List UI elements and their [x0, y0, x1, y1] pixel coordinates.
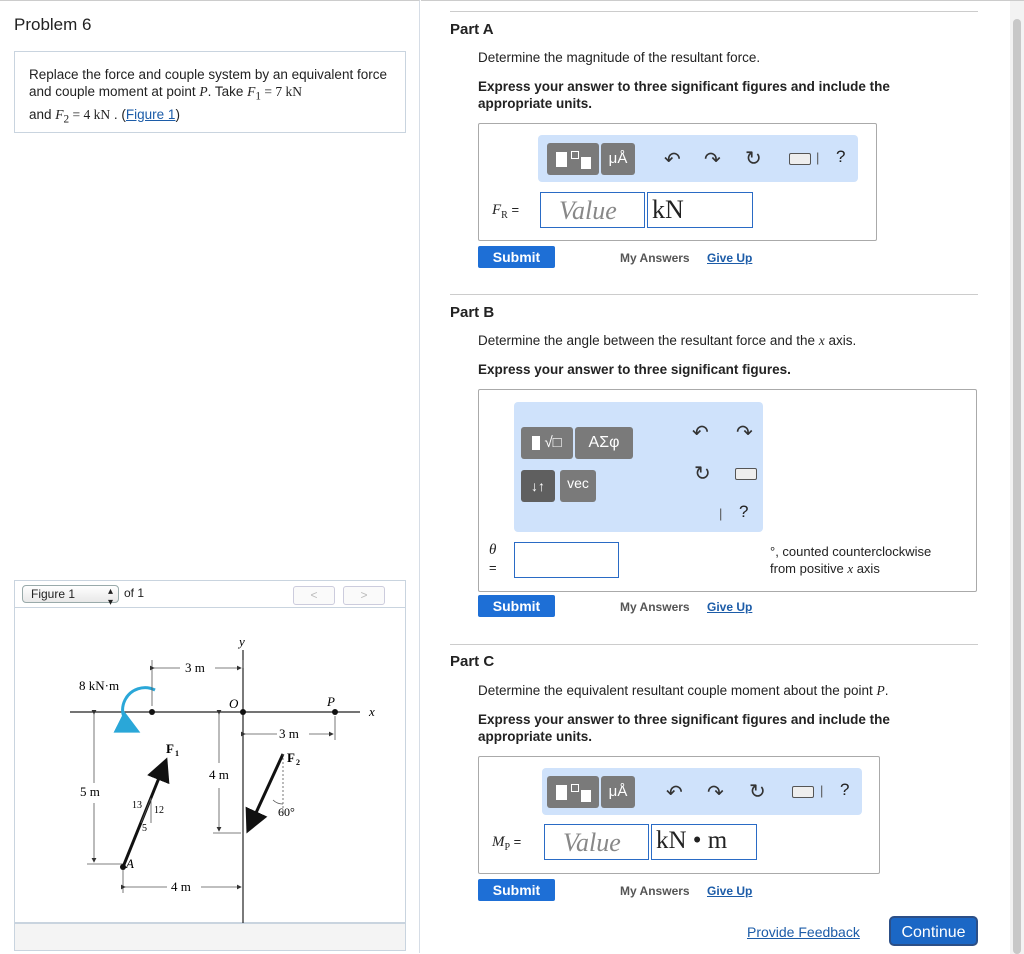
- part-b-question: Determine the angle between the resultant force and the x axis.: [478, 333, 857, 348]
- problem-statement: Replace the force and couple system by an equivalent force and couple moment at point P. Take $F_1 = 7$ kN and $F_2 = 4$ kN . (Figure 1): [14, 51, 406, 133]
- fr-label: $F_R$ =: [492, 202, 520, 221]
- svg-text:F: F: [287, 750, 295, 765]
- svg-text:5 m: 5 m: [80, 784, 100, 799]
- figure-link[interactable]: Figure 1: [125, 106, 176, 122]
- svg-text:3 m: 3 m: [279, 726, 299, 741]
- undo-icon[interactable]: ↶: [692, 422, 709, 444]
- figure-nav-bar: [14, 580, 406, 607]
- figure-select[interactable]: Figure 1 ▴ ▾: [22, 585, 119, 603]
- svg-text:4 m: 4 m: [209, 767, 229, 782]
- updown-button[interactable]: ↓↑: [521, 470, 555, 502]
- part-b-give-up[interactable]: Give Up: [707, 600, 753, 614]
- part-c-instruction: Express your answer to three significant figures and include the appropriate units.: [478, 712, 890, 744]
- redo-icon[interactable]: ↷: [736, 422, 753, 444]
- angle-suffix: °, counted counterclockwise from positive x axis: [770, 544, 932, 576]
- fr-unit-input[interactable]: kN: [647, 192, 753, 228]
- svg-text:4 m: 4 m: [171, 879, 191, 894]
- fraction-template-icon: [556, 152, 567, 167]
- part-b-answer-box: √□ ΑΣφ ↓↑ vec ↶ ↷ ↻ | ? θ = °, counted counterclockwise from positive x axis: [478, 389, 977, 592]
- theta-input[interactable]: [514, 542, 619, 578]
- part-a-header: Part A: [450, 21, 494, 38]
- part-c-question: Determine the equivalent resultant couple moment about the point P.: [478, 683, 889, 698]
- svg-text:x: x: [369, 704, 375, 719]
- svg-text:13: 13: [132, 800, 142, 811]
- units-button[interactable]: μÅ: [601, 776, 635, 808]
- select-arrows-icon: ▴ ▾: [107, 586, 113, 608]
- keyboard-icon[interactable]: [789, 153, 811, 165]
- figure-diagram: [15, 608, 407, 924]
- svg-text:1: 1: [175, 749, 179, 758]
- redo-icon[interactable]: ↷: [704, 149, 721, 171]
- help-button[interactable]: ?: [840, 780, 850, 799]
- reset-icon[interactable]: ↻: [694, 463, 711, 485]
- templates-button[interactable]: [547, 776, 599, 808]
- part-a-my-answers[interactable]: My Answers: [620, 251, 690, 265]
- part-b-instruction: Express your answer to three significant figures.: [478, 362, 791, 377]
- mp-value-input[interactable]: Value: [544, 824, 649, 860]
- svg-text:3 m: 3 m: [185, 660, 205, 675]
- vec-button[interactable]: vec: [560, 470, 596, 502]
- part-c-give-up[interactable]: Give Up: [707, 884, 753, 898]
- part-c-my-answers[interactable]: My Answers: [620, 884, 690, 898]
- svg-text:y: y: [239, 634, 245, 649]
- part-a-question: Determine the magnitude of the resultant force.: [478, 50, 761, 65]
- mp-label: $M_P$ =: [492, 834, 522, 853]
- units-button[interactable]: μÅ: [601, 143, 635, 175]
- scrollbar-thumb[interactable]: [1013, 19, 1021, 954]
- part-a-instruction: Express your answer to three significant figures and include the appropriate units.: [478, 79, 890, 111]
- help-button[interactable]: ?: [739, 502, 749, 521]
- keyboard-icon[interactable]: [735, 468, 757, 480]
- part-b-toolbar: √□ ΑΣφ ↓↑ vec ↶ ↷ ↻ | ?: [514, 402, 763, 532]
- part-a-toolbar: μÅ ↶ ↷ ↻ | ?: [538, 135, 858, 182]
- svg-text:A: A: [126, 856, 134, 871]
- figure-footer: [14, 923, 406, 951]
- part-b-submit-button[interactable]: Submit: [478, 595, 555, 617]
- greek-button[interactable]: ΑΣφ: [575, 427, 633, 459]
- part-a-give-up[interactable]: Give Up: [707, 251, 753, 265]
- undo-icon[interactable]: ↶: [664, 149, 681, 171]
- part-c-submit-button[interactable]: Submit: [478, 879, 555, 901]
- undo-icon[interactable]: ↶: [666, 782, 683, 804]
- templates-button[interactable]: [547, 143, 599, 175]
- reset-icon[interactable]: ↻: [749, 781, 766, 803]
- part-a-submit-button[interactable]: Submit: [478, 246, 555, 268]
- figure-count: of 1: [124, 586, 145, 600]
- svg-text:2: 2: [296, 758, 300, 767]
- svg-text:P: P: [327, 694, 335, 709]
- provide-feedback-link[interactable]: Provide Feedback: [747, 924, 860, 940]
- part-b-my-answers[interactable]: My Answers: [620, 600, 690, 614]
- next-figure-button[interactable]: >: [343, 586, 385, 605]
- fr-value-input[interactable]: Value: [540, 192, 645, 228]
- help-button[interactable]: ?: [836, 147, 846, 166]
- theta-label: θ: [489, 542, 497, 558]
- part-c-header: Part C: [450, 653, 495, 670]
- part-c-answer-box: [478, 756, 880, 874]
- svg-text:60°: 60°: [278, 805, 295, 819]
- divider: [450, 11, 978, 12]
- svg-text:F: F: [166, 741, 174, 756]
- mp-unit-input[interactable]: kN • m: [651, 824, 757, 860]
- problem-pane: [0, 0, 420, 953]
- moment-arc: [123, 688, 155, 730]
- scrollbar[interactable]: [1010, 1, 1024, 954]
- prev-figure-button[interactable]: <: [293, 586, 335, 605]
- reset-icon[interactable]: ↻: [745, 148, 762, 170]
- redo-icon[interactable]: ↷: [707, 782, 724, 804]
- part-c-toolbar: μÅ ↶ ↷ ↻ | ?: [542, 768, 862, 815]
- keyboard-icon[interactable]: [792, 786, 814, 798]
- problem-title: Problem 6: [14, 15, 92, 34]
- continue-button[interactable]: Continue: [889, 916, 978, 946]
- part-a-answer-box: [478, 123, 877, 241]
- svg-text:5: 5: [142, 823, 147, 834]
- figure-area: [14, 607, 406, 923]
- moment-label: 8 kN·m: [79, 678, 120, 693]
- svg-text:12: 12: [154, 805, 164, 816]
- part-b-header: Part B: [450, 304, 495, 321]
- parts-pane: [421, 0, 1024, 953]
- math-templates-button[interactable]: √□: [521, 427, 573, 459]
- fraction-template-icon: [556, 785, 567, 800]
- svg-text:O: O: [229, 696, 239, 711]
